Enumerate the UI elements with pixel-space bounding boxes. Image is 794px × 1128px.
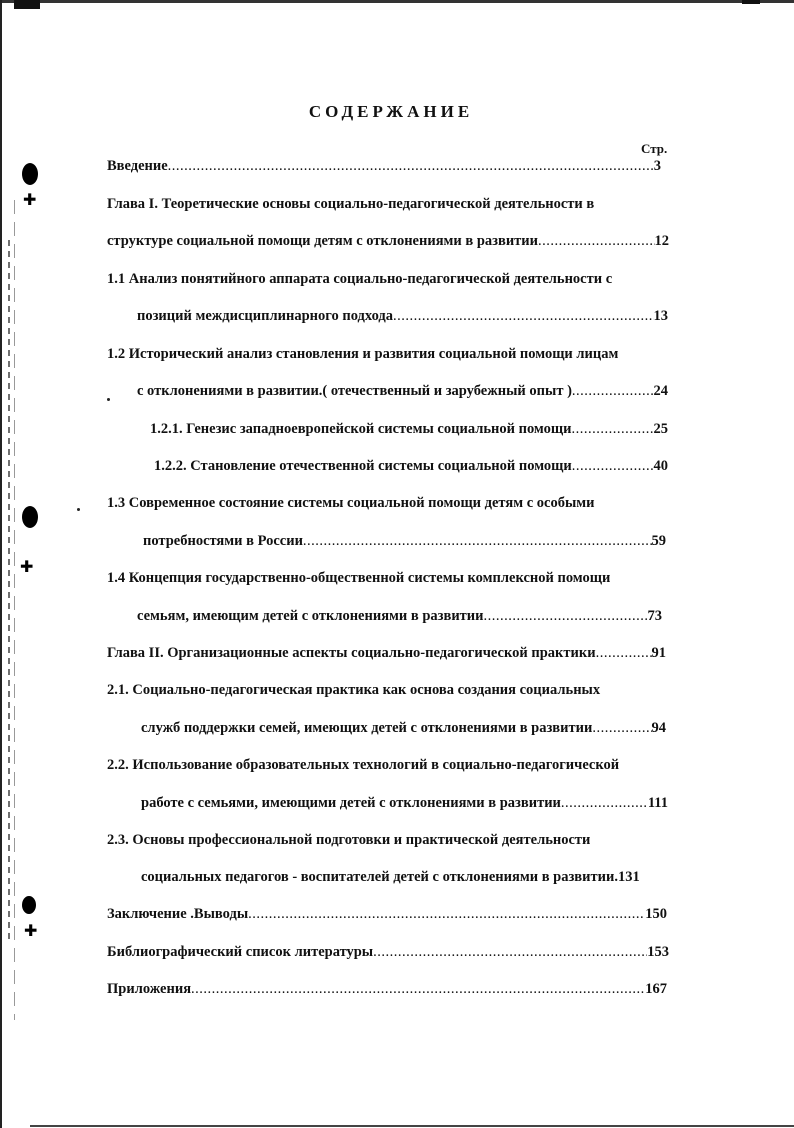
scan-top-edge — [0, 0, 794, 3]
toc-entry-title: 1.1 Анализ понятийного аппарата социально-педагогической деятельности с — [107, 271, 613, 287]
toc-entry-title: работе с семьями, имеющими детей с отклонениями в развитии — [141, 795, 561, 811]
scan-left-edge — [0, 0, 2, 1128]
toc-entry[interactable] — [107, 157, 661, 175]
toc-entry-page: 3 — [653, 158, 661, 174]
scan-top-mark — [14, 0, 40, 9]
dot-leader — [571, 420, 653, 438]
toc-entry-title: Заключение .Выводы — [107, 906, 249, 922]
toc-entry-page: 40 — [653, 458, 668, 474]
toc-entry[interactable] — [143, 532, 666, 550]
toc-entry-title: Введение — [107, 158, 168, 174]
toc-entry-page: 59 — [651, 533, 666, 549]
binding-pin-icon: ✚ — [20, 559, 34, 576]
toc-entry[interactable] — [137, 607, 662, 625]
toc-entry-page: 91 — [651, 645, 666, 661]
toc-entry-title: 2.2. Использование образовательных технологий в социально-педагогической — [107, 757, 620, 773]
dot-leader — [393, 307, 654, 325]
toc-entry[interactable] — [107, 756, 619, 774]
toc-entry-title: семьям, имеющим детей с отклонениями в развитии — [137, 608, 484, 624]
toc-entry-page: 12 — [654, 233, 669, 249]
scan-top-mark — [742, 0, 760, 4]
scan-speck — [107, 398, 110, 401]
toc-entry-page: 13 — [653, 308, 668, 324]
dot-leader — [572, 382, 654, 400]
dot-leader — [572, 457, 654, 475]
toc-entry-title: позиций междисциплинарного подхода — [137, 308, 393, 324]
toc-entry-title: структуре социальной помощи детям с отклонениями в развитии — [107, 233, 539, 249]
binding-hole-icon — [22, 163, 38, 185]
toc-entry-title: Глава II. Организационные аспекты социально-педагогической практики — [107, 645, 596, 661]
toc-entry-title: потребностями в России — [143, 533, 303, 549]
toc-entry-title: 1.2.1. Генезис западноевропейской системы социальной помощи — [150, 421, 572, 437]
toc-entry[interactable] — [107, 195, 594, 213]
toc-entry[interactable] — [150, 420, 668, 438]
toc-entry[interactable] — [137, 382, 668, 400]
toc-entry[interactable] — [107, 681, 600, 699]
toc-entry[interactable] — [141, 719, 666, 737]
toc-entry[interactable] — [107, 980, 667, 998]
toc-entry[interactable] — [107, 232, 669, 250]
toc-entry-title: 1.4 Концепция государственно-общественной системы комплексной помощи — [107, 570, 611, 586]
toc-entry-title: 2.1. Социально-педагогическая практика как основа создания социальных — [107, 682, 601, 698]
toc-entry[interactable] — [141, 794, 668, 812]
toc-entry[interactable] — [107, 905, 667, 923]
toc-entry-page: 111 — [647, 795, 668, 811]
toc-entry-page: 153 — [647, 944, 669, 960]
toc-entry-page: 25 — [653, 421, 668, 437]
toc-entry[interactable] — [107, 943, 669, 961]
binding-pin-icon: ✚ — [24, 923, 38, 940]
toc-entry-page: 24 — [653, 383, 668, 399]
toc-entry[interactable] — [107, 270, 612, 288]
dot-leader — [592, 719, 651, 737]
toc-entry[interactable] — [107, 831, 590, 849]
toc-entry-page: 167 — [645, 981, 667, 997]
dot-leader — [596, 644, 652, 662]
scan-bottom-edge — [30, 1125, 794, 1127]
dot-leader — [248, 905, 645, 923]
toc-entry-page: 73 — [647, 608, 662, 624]
toc-entry-page: 150 — [645, 906, 667, 922]
binding-stitch-marks-secondary — [14, 200, 15, 1020]
toc-entry[interactable] — [137, 307, 668, 325]
toc-entry-title: служб поддержки семей, имеющих детей с отклонениями в развитии — [141, 720, 593, 736]
toc-entry[interactable] — [107, 644, 666, 662]
dot-leader — [561, 794, 648, 812]
toc-entry[interactable] — [154, 457, 668, 475]
scan-speck — [77, 508, 80, 511]
toc-entry[interactable] — [107, 569, 610, 587]
binding-stitch-marks — [8, 240, 10, 940]
dot-leader — [168, 157, 654, 175]
binding-hole-icon — [22, 896, 36, 914]
toc-entry-title: социальных педагогов - воспитателей детей с отклонениями в развитии. — [141, 869, 618, 885]
toc-entry[interactable] — [107, 345, 618, 363]
toc-entry-title: с отклонениями в развитии.( отечественный и зарубежный опыт ) — [137, 383, 572, 399]
toc-entry-title: 1.2 Исторический анализ становления и развития социальной помощи лицам — [107, 346, 619, 362]
dot-leader — [484, 607, 648, 625]
dot-leader — [538, 232, 654, 250]
page-title: СОДЕРЖАНИЕ — [308, 102, 474, 121]
binding-pin-icon: ✚ — [23, 192, 37, 209]
toc-entry-title: Библиографический список литературы — [107, 944, 374, 960]
toc-entry-title: Приложения — [107, 981, 192, 997]
toc-entry-page: 131 — [617, 869, 640, 885]
toc-entry[interactable] — [107, 494, 595, 512]
toc-entry-title: 1.3 Современное состояние системы социальной помощи детям с особыми — [107, 495, 595, 511]
toc-entry[interactable] — [141, 868, 668, 886]
toc-entry-page: 94 — [651, 720, 666, 736]
binding-hole-icon — [22, 506, 38, 528]
dot-leader — [303, 532, 652, 550]
toc-entry-title: Глава I. Теоретические основы социально-педагогической деятельности в — [107, 196, 595, 212]
toc-entry-title: 1.2.2. Становление отечественной системы социальной помощи — [154, 458, 572, 474]
dot-leader — [191, 980, 645, 998]
dot-leader — [373, 943, 647, 961]
toc-entry-title: 2.3. Основы профессиональной подготовки и практической деятельности — [107, 832, 591, 848]
page-column-label: Стр. — [641, 141, 668, 156]
